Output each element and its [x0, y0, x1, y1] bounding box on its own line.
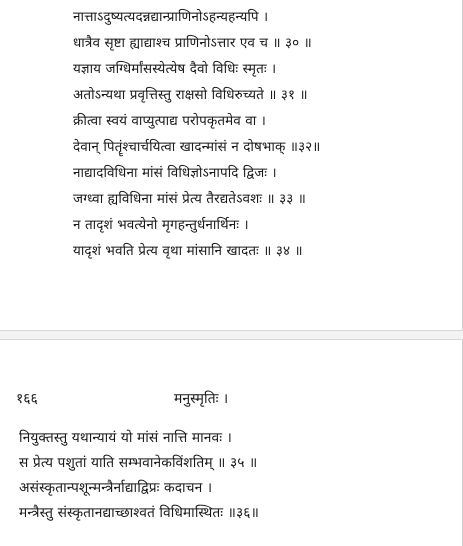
verse-line: यज्ञाय जग्धिर्मांसस्येत्येष दैवो विधिः स्मृतः । — [73, 61, 277, 77]
verse-block-bottom — [19, 426, 459, 526]
verse-line: मन्त्रैस्तु संस्कृतानद्याच्छाश्वतं विधिमास्थितः ॥३६॥ — [19, 505, 259, 521]
verse-line: जग्ध्वा ह्यविधिना मांसं प्रेत्य तैरद्यतेऽवशः ॥ ३३ ॥ — [73, 191, 306, 207]
verse-line: क्रीत्वा स्वयं वाप्युत्पाद्य परोपकृतमेव वा । — [73, 113, 267, 129]
verse-line: नात्ताऽदुष्यत्यदन्नद्यान्प्राणिनोऽहन्यहन्यपि । — [73, 9, 269, 25]
verse-line: असंस्कृतान्पशून्मन्त्रैर्नाद्याद्विप्रः कदाचन । — [19, 480, 213, 496]
scanned-page-bottom — [0, 340, 463, 546]
verse-line: नियुक्तस्तु यथान्यायं यो मांसं नात्ति मानवः । — [19, 430, 232, 446]
verse-line: देवान् पितॄंश्चार्चयित्वा खादन्मांसं न दोषभाक् ॥३२॥ — [73, 139, 321, 155]
verse-line: न तादृशं भवत्येनो मृगहन्तुर्धनार्थिनः । — [73, 217, 249, 233]
page-header — [16, 388, 446, 410]
running-title: मनुस्मृतिः । — [174, 391, 229, 407]
verse-line: स प्रेत्य पशुतां याति सम्भवानेकविंशतिम् ॥ ३५ ॥ — [19, 455, 258, 471]
verse-line: यादृशं भवति प्रेत्य वृथा मांसानि खादतः ॥ ३४ ॥ — [73, 243, 303, 259]
page-number: १६६ — [16, 391, 38, 407]
verse-line: नाद्यादविधिना मांसं विधिज्ञोऽनापदि द्विजः । — [73, 165, 277, 181]
verse-block-top — [73, 4, 458, 264]
page-separator — [0, 330, 463, 340]
verse-line: अतोऽन्यथा प्रवृत्तिस्तु राक्षसो विधिरुच्यते ॥ ३१ ॥ — [73, 87, 308, 103]
verse-line: धात्रैव सृष्टा ह्याद्याश्च प्राणिनोऽत्तार एव च ॥ ३० ॥ — [73, 35, 312, 51]
